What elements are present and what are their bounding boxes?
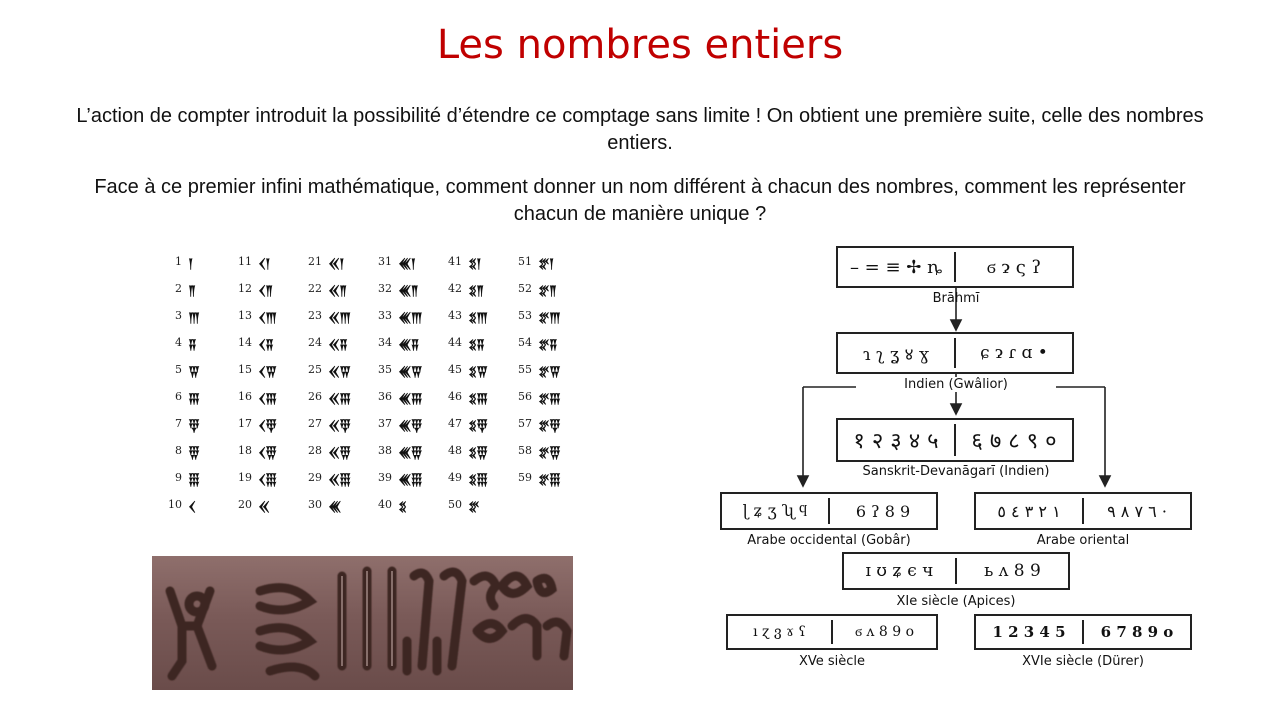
babylonian-numeral [160, 329, 230, 356]
intro-paragraph: L’action de compter introduit la possibilité d’étendre ce comptage sans limite ! On obtient une première suite, celle des nombres entiers. [76, 105, 1204, 154]
cuneiform-symbol: 𒐋 [188, 391, 200, 407]
babylonian-numeral [300, 248, 370, 275]
cuneiform-symbol: 𒐏𒐈 [468, 310, 488, 326]
cuneiform-symbol: 𒐐𒑂 [538, 418, 560, 434]
babylonian-numeral [510, 464, 580, 491]
numeral-value: 13 [238, 309, 252, 322]
babylonian-numeral [440, 437, 510, 464]
apices-label: XIe siècle (Apices) [896, 594, 1016, 609]
cuneiform-symbol: 𒎙𒐋 [328, 391, 351, 407]
cuneiform-symbol: 𒌍𒐋 [398, 391, 422, 407]
babylonian-numeral [160, 356, 230, 383]
babylonian-numeral [370, 329, 440, 356]
cuneiform-symbol: 𒐉 [188, 337, 196, 353]
xvie-numerals-box: 1 2 3 4 5 6 7 8 9 o [974, 614, 1192, 650]
babylonian-numeral [160, 437, 230, 464]
apices-numerals-box: ɪ ʊ ʑ ϵ ч ь ʌ 8 9 [842, 552, 1070, 590]
carved-numerals-image [152, 556, 573, 690]
numeral-value: 9 [175, 471, 182, 484]
babylonian-numerals-table [160, 248, 580, 528]
babylonian-column [440, 248, 510, 518]
numeral-value: 43 [448, 309, 462, 322]
numeral-value: 59 [518, 471, 532, 484]
babylonian-numeral [370, 491, 440, 518]
babylonian-numeral [440, 383, 510, 410]
numeral-value: 53 [518, 309, 532, 322]
xve-label: XVe siècle [798, 654, 866, 669]
cuneiform-symbol: 𒎙𒐉 [328, 337, 347, 353]
cuneiform-symbol: 𒌍𒁹 [398, 256, 416, 272]
babylonian-numeral [300, 491, 370, 518]
numeral-value: 27 [308, 417, 322, 430]
cuneiform-symbol: 𒈫 [188, 283, 196, 299]
numeral-value: 33 [378, 309, 392, 322]
numeral-value: 45 [448, 363, 462, 376]
carved-numerals-illustration [152, 556, 573, 690]
babylonian-numeral [510, 437, 580, 464]
numeral-value: 37 [378, 417, 392, 430]
xvie-label: XVIe siècle (Dürer) [1022, 654, 1144, 669]
cuneiform-symbol: 𒌋𒐈 [258, 310, 277, 326]
cuneiform-symbol: 𒌋 [188, 499, 196, 515]
babylonian-column [300, 248, 370, 518]
cuneiform-symbol: 𒐊 [188, 364, 200, 380]
numeral-value: 28 [308, 444, 322, 457]
question-paragraph: Face à ce premier infini mathématique, comment donner un nom différent à chacun des nombres, comment les représenter chacun de manière unique ? [94, 176, 1186, 225]
numeral-value: 20 [238, 498, 252, 511]
cuneiform-symbol: 𒐐𒑄 [538, 445, 560, 461]
cuneiform-symbol: 𒐐 [468, 499, 479, 515]
numeral-value: 8 [175, 444, 182, 457]
cuneiform-symbol: 𒐐𒐉 [538, 337, 557, 353]
babylonian-numeral [300, 437, 370, 464]
babylonian-numeral [160, 464, 230, 491]
cuneiform-symbol: 𒐏𒐉 [468, 337, 484, 353]
babylonian-numeral [160, 383, 230, 410]
babylonian-numeral [510, 248, 580, 275]
cuneiform-symbol: 𒐐𒐊 [538, 364, 560, 380]
numeral-value: 15 [238, 363, 252, 376]
babylonian-numeral [510, 356, 580, 383]
cuneiform-symbol: 𒐏 [398, 499, 407, 515]
babylonian-numeral [440, 356, 510, 383]
cuneiform-symbol: 𒐐𒑆 [538, 472, 560, 488]
indien-label: Indien (Gwâlior) [856, 377, 1056, 392]
page-title: Les nombres entiers [436, 22, 844, 68]
numeral-value: 54 [518, 336, 532, 349]
babylonian-numeral [230, 383, 300, 410]
cuneiform-symbol: 𒁹 [188, 256, 193, 272]
babylonian-column [510, 248, 580, 491]
numeral-value: 35 [378, 363, 392, 376]
cuneiform-symbol: 𒌍𒑆 [398, 472, 422, 488]
cuneiform-symbol: 𒑆 [188, 472, 200, 488]
numeral-value: 31 [378, 255, 392, 268]
cuneiform-symbol: 𒐐𒐋 [538, 391, 560, 407]
babylonian-numeral [440, 410, 510, 437]
numeral-value: 19 [238, 471, 252, 484]
cuneiform-symbol: 𒐏𒑆 [468, 472, 488, 488]
cuneiform-symbol: 𒌍𒐈 [398, 310, 422, 326]
numeral-value: 1 [175, 255, 182, 268]
numeral-value: 48 [448, 444, 462, 457]
cuneiform-symbol: 𒐏𒈫 [468, 283, 484, 299]
numeral-value: 32 [378, 282, 392, 295]
cuneiform-symbol: 𒌋𒐉 [258, 337, 274, 353]
numeral-value: 26 [308, 390, 322, 403]
numeral-value: 4 [175, 336, 182, 349]
numeral-value: 36 [378, 390, 392, 403]
cuneiform-symbol: 𒌍𒈫 [398, 283, 418, 299]
numeral-value: 11 [238, 255, 252, 268]
babylonian-numeral [300, 410, 370, 437]
sanskrit-label: Sanskrit-Devanāgarī (Indien) [862, 464, 1050, 479]
cuneiform-symbol: 𒌋𒑆 [258, 472, 277, 488]
cuneiform-symbol: 𒌍𒑂 [398, 418, 422, 434]
babylonian-numeral [370, 356, 440, 383]
cuneiform-symbol: 𒎙𒁹 [328, 256, 344, 272]
babylonian-numeral [160, 491, 230, 518]
brahmi-numerals-box: – = ≡ ✢ ȵ ϭ ɂ ς ʔ [836, 246, 1074, 288]
cuneiform-symbol: 𒎙𒑆 [328, 472, 351, 488]
numeral-value: 5 [175, 363, 182, 376]
numeral-value: 50 [448, 498, 462, 511]
cuneiform-symbol: 𒌍 [328, 499, 341, 515]
babylonian-numeral [440, 248, 510, 275]
numeral-value: 47 [448, 417, 462, 430]
babylonian-column [160, 248, 230, 518]
numeral-value: 6 [175, 390, 182, 403]
babylonian-numeral [370, 410, 440, 437]
babylonian-numeral [370, 275, 440, 302]
arabe-occidental-numerals-box: ɭ ʑ ʒ ʯ ϥ 6 ʔ 8 9 [720, 492, 938, 530]
cuneiform-symbol: 𒑂 [188, 418, 200, 434]
cuneiform-symbol: 𒎙𒈫 [328, 283, 347, 299]
numeral-value: 56 [518, 390, 532, 403]
numeral-value: 12 [238, 282, 252, 295]
cuneiform-symbol: 𒐐𒐈 [538, 310, 560, 326]
cuneiform-symbol: 𒌋𒐊 [258, 364, 277, 380]
babylonian-numeral [440, 329, 510, 356]
numeral-value: 51 [518, 255, 532, 268]
babylonian-numeral [370, 383, 440, 410]
cuneiform-symbol: 𒐏𒐋 [468, 391, 488, 407]
numeral-value: 34 [378, 336, 392, 349]
numeral-value: 42 [448, 282, 462, 295]
cuneiform-symbol: 𒐐𒁹 [538, 256, 554, 272]
numeral-value: 14 [238, 336, 252, 349]
numeral-value: 3 [175, 309, 182, 322]
numeral-value: 57 [518, 417, 532, 430]
babylonian-numeral [440, 464, 510, 491]
numeral-value: 52 [518, 282, 532, 295]
babylonian-numeral [230, 464, 300, 491]
numeral-value: 41 [448, 255, 462, 268]
numeral-value: 16 [238, 390, 252, 403]
cuneiform-symbol: 𒌋𒑂 [258, 418, 277, 434]
babylonian-numeral [440, 275, 510, 302]
numeral-value: 23 [308, 309, 322, 322]
babylonian-numeral [230, 410, 300, 437]
cuneiform-symbol: 𒑄 [188, 445, 200, 461]
xve-numerals-box: ı ɀ ვ ɤ ʕ ϭ ʌ 8 9 o [726, 614, 938, 650]
cuneiform-symbol: 𒐏𒐊 [468, 364, 488, 380]
babylonian-numeral [230, 275, 300, 302]
babylonian-numeral [440, 302, 510, 329]
numeral-value: 17 [238, 417, 252, 430]
babylonian-numeral [230, 356, 300, 383]
babylonian-numeral [300, 302, 370, 329]
cuneiform-symbol: 𒎙𒐊 [328, 364, 351, 380]
cuneiform-symbol: 𒌍𒐉 [398, 337, 419, 353]
babylonian-numeral [510, 329, 580, 356]
babylonian-numeral [230, 248, 300, 275]
babylonian-numeral [370, 248, 440, 275]
numeral-evolution-diagram [700, 236, 1220, 686]
cuneiform-symbol: 𒎙𒑂 [328, 418, 351, 434]
cuneiform-symbol: 𒌋𒑄 [258, 445, 277, 461]
babylonian-numeral [160, 248, 230, 275]
babylonian-numeral [370, 464, 440, 491]
numeral-value: 40 [378, 498, 392, 511]
arabe-occidental-label: Arabe occidental (Gobâr) [747, 533, 911, 548]
numeral-value: 39 [378, 471, 392, 484]
cuneiform-symbol: 𒌋𒐋 [258, 391, 277, 407]
indien-numerals-box: ɿ ʅ ʓ ४ ɣ ɕ ɂ ɾ ɑ • [836, 332, 1074, 374]
arabe-oriental-numerals-box: ١ ٢ ٣ ٤ ٥ ٦ ٧ ٨ ٩ · [974, 492, 1192, 530]
cuneiform-symbol: 𒌋𒈫 [258, 283, 273, 299]
numeral-value: 55 [518, 363, 532, 376]
numeral-value: 38 [378, 444, 392, 457]
cuneiform-symbol: 𒎙𒐈 [328, 310, 351, 326]
babylonian-numeral [160, 410, 230, 437]
babylonian-numeral [300, 464, 370, 491]
numeral-value: 22 [308, 282, 322, 295]
babylonian-numeral [300, 356, 370, 383]
numeral-value: 21 [308, 255, 322, 268]
cuneiform-symbol: 𒐈 [188, 310, 200, 326]
numeral-value: 18 [238, 444, 252, 457]
numeral-value: 30 [308, 498, 322, 511]
numeral-value: 10 [168, 498, 182, 511]
cuneiform-symbol: 𒎙 [258, 499, 270, 515]
arabe-oriental-label: Arabe oriental [1036, 533, 1130, 548]
numeral-value: 58 [518, 444, 532, 457]
numeral-value: 24 [308, 336, 322, 349]
babylonian-numeral [160, 275, 230, 302]
babylonian-column [230, 248, 300, 518]
numeral-value: 46 [448, 390, 462, 403]
babylonian-numeral [510, 302, 580, 329]
babylonian-numeral [370, 302, 440, 329]
numeral-value: 44 [448, 336, 462, 349]
babylonian-numeral [300, 275, 370, 302]
numeral-value: 2 [175, 282, 182, 295]
cuneiform-symbol: 𒐏𒁹 [468, 256, 481, 272]
sanskrit-numerals-box: १ २ ३ ४ ५ ६ ७ ८ ९ ० [836, 418, 1074, 462]
cuneiform-symbol: 𒐐𒈫 [538, 283, 556, 299]
babylonian-column [370, 248, 440, 518]
babylonian-numeral [230, 302, 300, 329]
babylonian-numeral [300, 329, 370, 356]
cuneiform-symbol: 𒌍𒐊 [398, 364, 422, 380]
babylonian-numeral [510, 410, 580, 437]
babylonian-numeral [230, 491, 300, 518]
babylonian-numeral [370, 437, 440, 464]
cuneiform-symbol: 𒌋𒁹 [258, 256, 270, 272]
cuneiform-symbol: 𒌍𒑄 [398, 445, 422, 461]
babylonian-numeral [300, 383, 370, 410]
babylonian-numeral [510, 383, 580, 410]
numeral-value: 49 [448, 471, 462, 484]
babylonian-numeral [160, 302, 230, 329]
cuneiform-symbol: 𒎙𒑄 [328, 445, 351, 461]
babylonian-numeral [230, 437, 300, 464]
cuneiform-symbol: 𒐏𒑄 [468, 445, 488, 461]
babylonian-numeral [440, 491, 510, 518]
numeral-value: 25 [308, 363, 322, 376]
babylonian-numeral [230, 329, 300, 356]
numeral-value: 7 [175, 417, 182, 430]
cuneiform-symbol: 𒐏𒑂 [468, 418, 488, 434]
babylonian-numeral [510, 275, 580, 302]
numeral-value: 29 [308, 471, 322, 484]
brahmi-label: Brāhmī [932, 291, 980, 306]
